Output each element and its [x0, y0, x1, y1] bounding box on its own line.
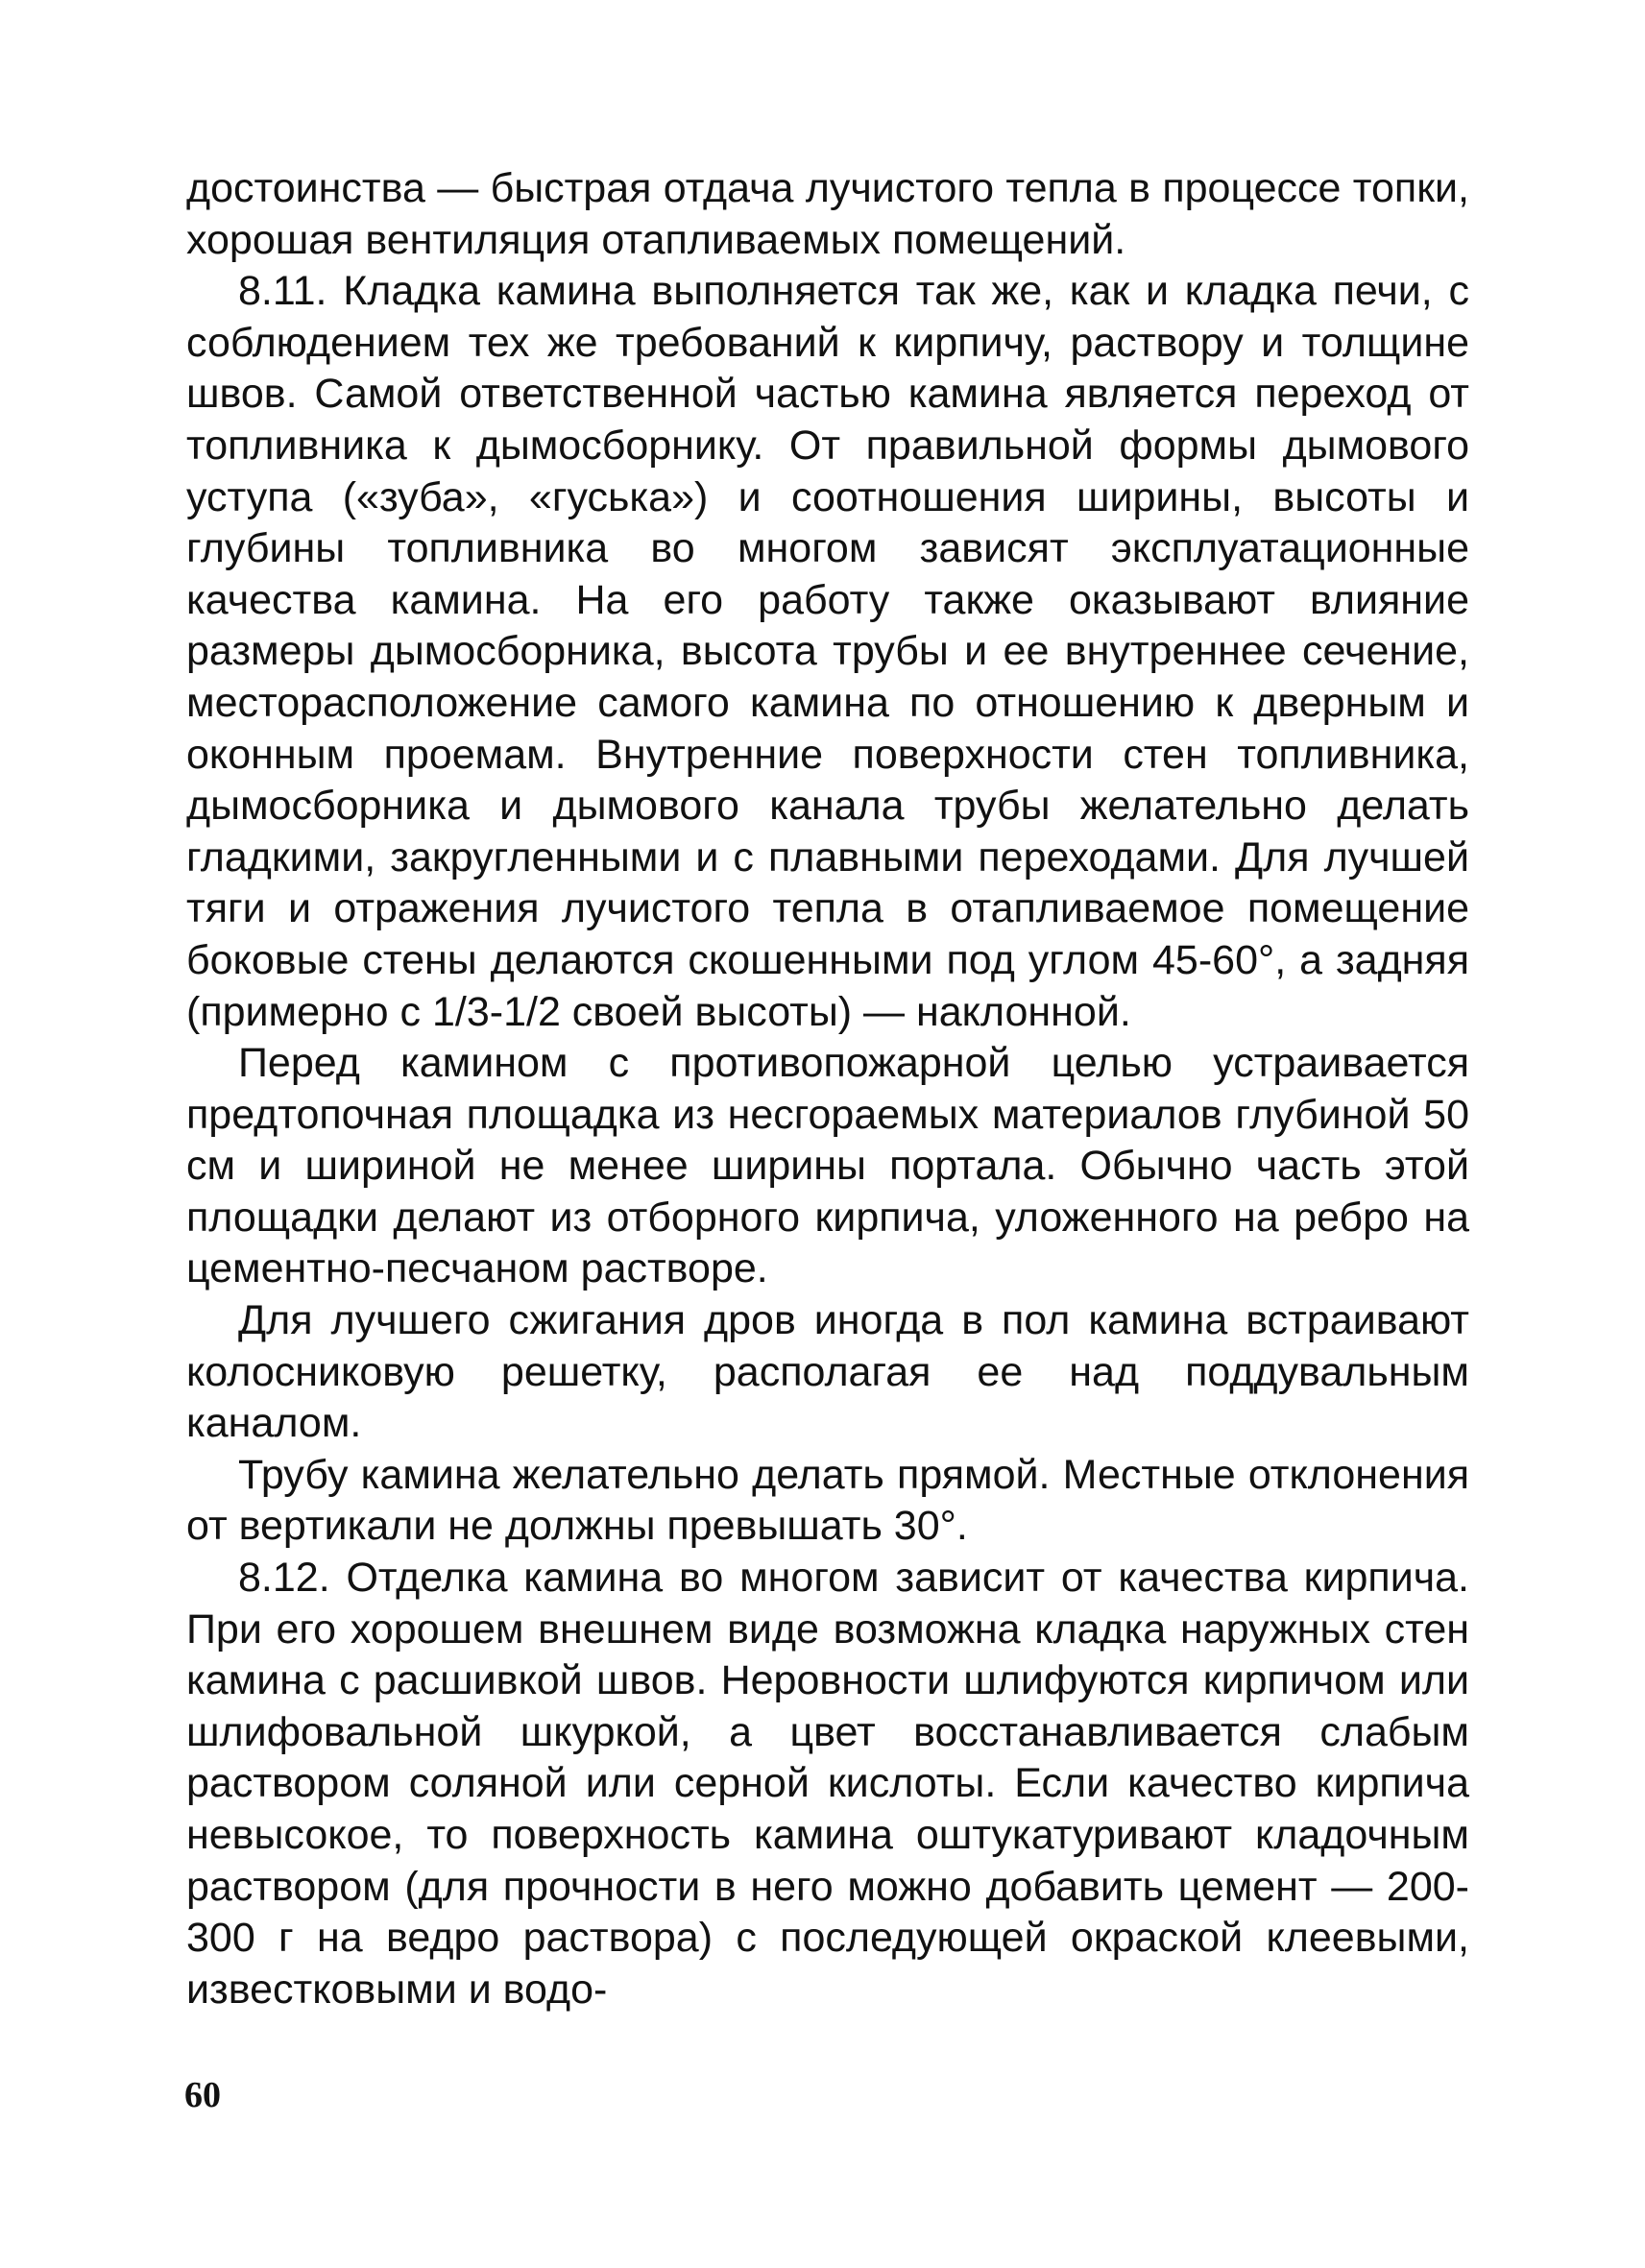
paragraph-8-11: 8.11. Кладка камина выполняется так же, как и кладка печи, с соблюдением тех же требований к кирпичу, раствору и толщине швов. Самой ответственной частью камина является переход от топливника к дымосборнику. От правильной формы дымового уступа («зуба», «гуська») и соотношения ширины, высоты и глубины топливника во многом зависят эксплуатационные качества камина. На его работу также оказывают влияние размеры дымосборника, высота трубы и ее внутреннее сечение, месторасположение самого камина по отношению к дверным и оконным проемам. Внутренние поверхности стен топливника, дымосборника и дымового канала трубы желательно делать гладкими, закругленными и с плавными переходами. Для лучшей тяги и отражения лучистого тепла в отапливаемое помещение боковые стены делаются скошенными под углом 45-60°, а задняя (примерно с 1/3-1/2 своей высоты) — наклонной.: [186, 268, 1469, 1035]
paragraph-8-12: 8.12. Отделка камина во многом зависит от качества кирпича. При его хорошем внешнем виде возможна кладка наружных стен камина с расшивкой швов. Неровности шлифуются кирпичом или шлифовальной шкуркой, а цвет восстанавливается слабым раствором соляной или серной кислоты. Если качество кирпича невысокое, то поверхность камина оштукатуривают кладочным раствором (для прочности в него можно добавить цемент — 200-300 г на ведро раствора) с последующей окраской клеевыми, известковыми и водо-: [186, 1555, 1469, 2013]
body-text: [186, 163, 1469, 2015]
paragraph-grate: Для лучшего сжигания дров иногда в пол камина встраивают колосниковую решетку, располагая ее над поддувальным каналом.: [186, 1297, 1469, 1447]
paragraph-hearth-platform: Перед камином с противопожарной целью устраивается предтопочная площадка из несгораемых материалов глубиной 50 см и шириной не менее ширины портала. Обычно часть этой площадки делают из отборного кирпича, уложенного на ребро на цементно-песчаном растворе.: [186, 1040, 1469, 1292]
paragraph-chimney: Трубу камина желательно делать прямой. Местные отклонения от вертикали не должны превышать 30°.: [186, 1451, 1469, 1550]
page-number: 60: [184, 2075, 221, 2115]
paragraph-continuation: достоинства — быстрая отдача лучистого тепла в процессе топки, хорошая вентиляция отапливаемых помещений.: [186, 165, 1469, 263]
